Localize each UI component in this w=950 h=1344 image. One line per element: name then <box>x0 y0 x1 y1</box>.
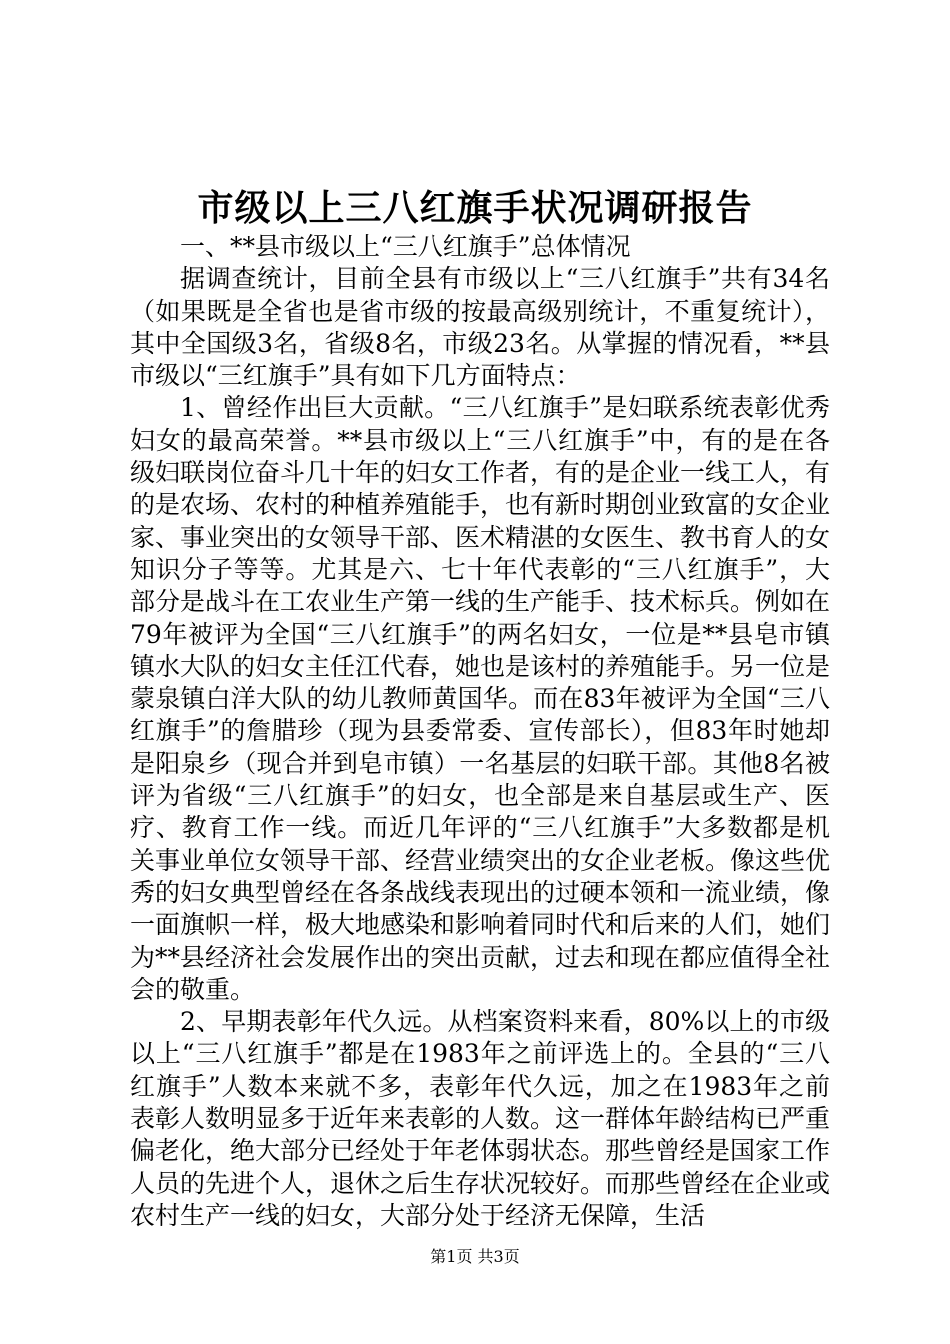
body-paragraph: 据调查统计，目前全县有市级以上“三八红旗手”共有34名（如果既是全省也是省市级的按最高级别统计，不重复统计），其中全国级3名，省级8名，市级23名。从掌握的情况看，**县市级以“三红旗手”具有如下几方面特点： <box>130 264 830 391</box>
page-footer: 第1页 共3页 <box>430 1247 520 1266</box>
document-title: 市级以上三八红旗手状况调研报告 <box>197 187 753 229</box>
body-paragraph: 1、曾经作出巨大贡献。“三八红旗手”是妇联系统表彰优秀妇女的最高荣誉。**县市级以上“三八红旗手”中，有的是在各级妇联岗位奋斗几十年的妇女工作者，有的是企业一线工人，有的是农场、农村的种植养殖能手，也有新时期创业致富的女企业家、事业突出的女领导干部、医术精湛的女医生、教书育人的女知识分子等等。尤其是六、七十年代表彰的“三八红旗手”，大部分是战斗在工农业生产第一线的生产能手、技术标兵。例如在79年被评为全国“三八红旗手”的两名妇女，一位是**县皂市镇镇水大队的妇女主任江代春，她也是该村的养殖能手。另一位是蒙泉镇白洋大队的幼儿教师黄国华。而在83年被评为全国“三八红旗手”的詹腊珍（现为县委常委、宣传部长），但83年时她却是阳泉乡（现合并到皂市镇）一名基层的妇联干部。其他8名被评为省级“三八红旗手”的妇女，也全部是来自基层或生产、医疗、教育工作一线。而近几年评的“三八红旗手”大多数都是机关事业单位女领导干部、经营业绩突出的女企业老板。像这些优秀的妇女典型曾经在各条战线表现出的过硬本领和一流业绩，像一面旗帜一样，极大地感染和影响着同时代和后来的人们，她们为**县经济社会发展作出的突出贡献，过去和现在都应值得全社会的敬重。 <box>130 393 831 1004</box>
section-heading: 一、**县市级以上“三八红旗手”总体情况 <box>180 232 631 261</box>
body-paragraph: 2、早期表彰年代久远。从档案资料来看，80%以上的市级以上“三八红旗手”都是在1983年之前评选上的。全县的“三八红旗手”人数本来就不多，表彰年代久远，加之在1983年之前表彰人数明显多于近年来表彰的人数。这一群体年龄结构已严重偏老化，绝大部分已经处于年老体弱状态。那些曾经是国家工作人员的先进个人，退休之后生存状况较好。而那些曾经在企业或农村生产一线的妇女，大部分处于经济无保障，生活 <box>130 1007 831 1230</box>
document-body <box>130 231 830 1232</box>
